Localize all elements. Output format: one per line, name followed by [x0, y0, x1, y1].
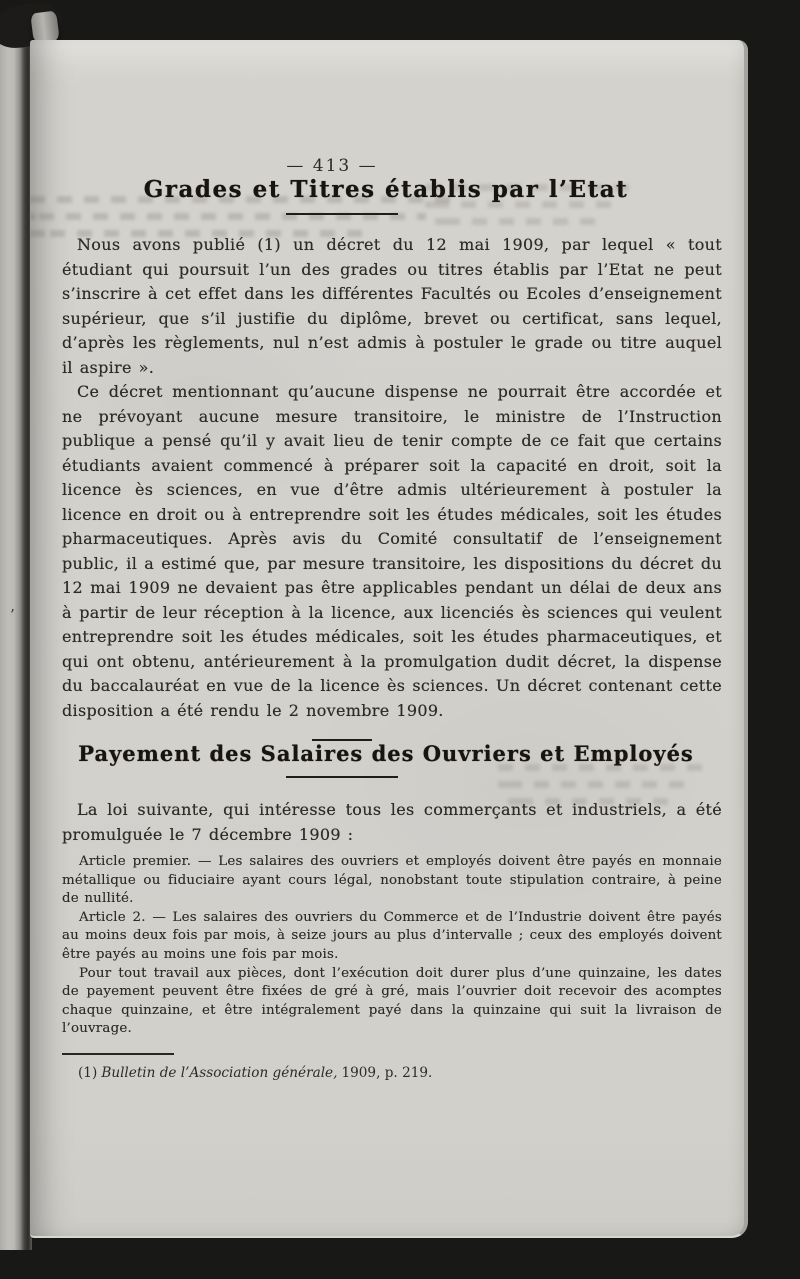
section-payement-intro [62, 798, 722, 847]
title-rule [286, 213, 398, 215]
footnote [62, 1065, 722, 1081]
section-title-payement: Payement des Salaires des Ouvriers et Employés [78, 741, 694, 766]
section-grades-body [62, 233, 722, 723]
title-rule [286, 776, 398, 778]
article-paragraph: Article 2. — Les salaires des ouvriers du Commerce et de l’Industrie doivent être payés au moins deux fois par mois, à seize jours au plus d’intervalle ; ceux des employés doivent être payés au moins une fois par mois. [62, 909, 722, 962]
body-paragraph: Ce décret mentionnant qu’aucune dispense ne pourrait être accordée et ne prévoyant aucune mesure transitoire, le ministre de l’Instruction publique a pensé qu’il y avait lieu de tenir compte de ce fait que certains étudiants avaient commencé à préparer soit la capacité en droit, soit la licence ès sciences, en vue d’être admis ultérieurement à postuler la licence en droit ou à entreprendre soit les études médicales, soit les études pharmaceutiques. Après avis du Comité consultatif de l’enseignement public, il a estimé que, par mesure transitoire, les dispositions du décret du 12 mai 1909 ne devaient pas être applicables pendant un délai de deux ans à partir de leur réception à la licence, aux licenciés ès sciences qui veulent entreprendre soit les études médicales, soit les études pharmaceutiques, et qui ont obtenu, antérieurement à la promulgation dudit décret, la dispense du baccalauréat en vue de la licence ès sciences. Un décret contenant cette disposition a été rendu le 2 novembre 1909. [62, 382, 722, 720]
body-paragraph: La loi suivante, qui intéresse tous les commerçants et industriels, a été promulguée le 7 décembre 1909 : [62, 800, 722, 844]
footnote-detail: 1909, p. 219. [341, 1064, 433, 1081]
margin-ink-speck: ’ [10, 606, 15, 624]
footnote-separator-rule [62, 1053, 174, 1055]
footnote-marker: (1) [78, 1064, 98, 1081]
article-paragraph: Pour tout travail aux pièces, dont l’exécution doit durer plus d’une quinzaine, les dates de payement peuvent être fixées de gré à gré, mais l’ouvrier doit recevoir des acomptes chaque quinzaine, et être intégralement payé dans la quinzaine qui suit la livraison de l’ouvrage. [62, 965, 722, 1037]
scanned-page [30, 40, 748, 1238]
body-paragraph: Nous avons publié (1) un décret du 12 mai 1909, par lequel « tout étudiant qui poursuit l’un des grades ou titres établis par l’Etat ne peut s’inscrire à cet effet dans les différentes Facultés ou Ecoles d’enseignement supérieur, que s’il justifie du diplôme, brevet ou certificat, sans lequel, d’après les règlements, nul n’est admis à postuler le grade ou titre auquel il aspire ». [62, 235, 722, 377]
page-number: — 413 — [286, 156, 378, 176]
book-page-stack-edge [0, 24, 32, 1250]
section-title-grades: Grades et Titres établis par l’Etat [143, 176, 629, 203]
binding-clip [30, 11, 59, 44]
page-content [62, 40, 722, 1236]
footnote-source: Bulletin de l’Association générale, [101, 1064, 338, 1081]
law-articles [62, 853, 722, 1039]
article-paragraph: Article premier. — Les salaires des ouvriers et employés doivent être payés en monnaie métallique ou fiduciaire ayant cours légal, nonobstant toute stipulation contraire, à peine de nullité. [62, 854, 722, 907]
